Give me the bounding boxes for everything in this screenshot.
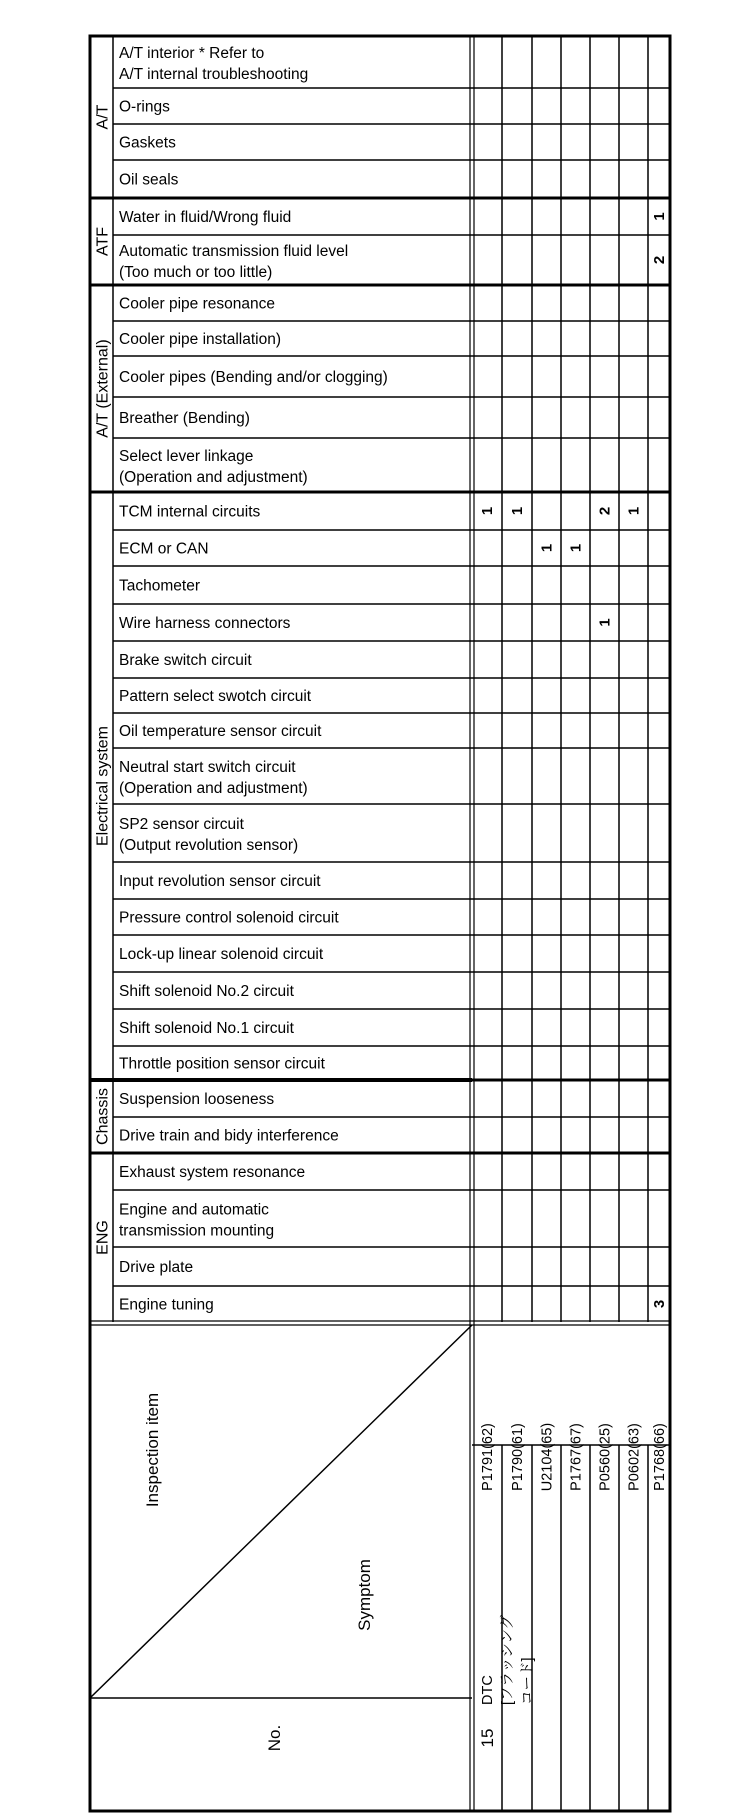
inspection-item-label: Pattern select swotch circuit — [119, 688, 312, 705]
group-label: ENG — [94, 1220, 112, 1255]
inspection-item-label: Pressure control solenoid circuit — [119, 909, 339, 927]
priority-mark: 1 — [651, 212, 668, 221]
priority-mark: 3 — [651, 1299, 668, 1309]
inspection-item-label: Cooler pipe installation) — [119, 331, 281, 348]
priority-mark: 2 — [651, 255, 668, 265]
dtc-code: P1768(66) — [652, 1423, 668, 1491]
inspection-item-label: (Output revolution sensor) — [119, 837, 299, 854]
inspection-item-label: O-rings — [119, 98, 170, 116]
priority-mark: 1 — [509, 506, 526, 516]
dtc-code: U2104(65) — [539, 1422, 556, 1492]
dtc-code: P0602(63) — [626, 1423, 643, 1491]
dtc-label-line-3: コード] — [520, 1657, 536, 1705]
inspection-item-header: Inspection item — [143, 1392, 162, 1508]
dtc-code: P1790(61) — [510, 1423, 526, 1491]
inspection-item-label: A/T interior * Refer to — [119, 45, 265, 62]
inspection-item-label: ECM or CAN — [119, 540, 209, 558]
inspection-item-label: A/T internal troubleshooting — [119, 66, 309, 83]
inspection-item-label: Breather (Bending) — [119, 410, 250, 427]
inspection-item-label: Water in fluid/Wrong fluid — [119, 209, 292, 226]
number-header: No. — [265, 1724, 284, 1752]
inspection-item-label: Cooler pipes (Bending and/or clogging) — [119, 369, 388, 386]
inspection-item-label: Suspension looseness — [119, 1091, 275, 1108]
inspection-item-label: transmission mounting — [119, 1222, 275, 1240]
inspection-item-label: Shift solenoid No.1 circuit — [119, 1020, 294, 1037]
group-label: ATF — [94, 226, 112, 257]
inspection-item-label: Shift solenoid No.2 circuit — [119, 983, 294, 1000]
dtc-label-line-2: [フラッシング — [500, 1614, 516, 1705]
inspection-item-label: Gaskets — [119, 134, 176, 152]
group-label: A/T — [94, 104, 112, 130]
inspection-item-label: Lock-up linear solenoid circuit — [119, 946, 324, 963]
priority-mark: 2 — [596, 506, 614, 516]
inspection-item-label: SP2 sensor circuit — [119, 816, 244, 833]
symptom-header: Symptom — [355, 1559, 374, 1631]
inspection-item-label: Input revolution sensor circuit — [119, 873, 321, 890]
inspection-item-label: Engine and automatic — [119, 1201, 269, 1219]
dtc-code: P0560(25) — [597, 1423, 614, 1491]
priority-mark: 1 — [596, 618, 614, 627]
inspection-item-label: Drive train and bidy interference — [119, 1127, 339, 1145]
inspection-item-label: Select lever linkage — [119, 448, 254, 465]
inspection-item-label: Throttle position sensor circuit — [119, 1055, 325, 1073]
inspection-item-label: Engine tuning — [119, 1296, 214, 1314]
priority-mark: 1 — [538, 543, 556, 553]
priority-mark: 1 — [567, 543, 585, 553]
inspection-item-label: Oil temperature sensor circuit — [119, 723, 322, 740]
row-number-value: 15 — [478, 1728, 497, 1748]
priority-mark: 1 — [479, 506, 496, 516]
inspection-item-label: (Too much or too little) — [119, 264, 273, 281]
group-label: Chassis — [94, 1088, 112, 1145]
group-label: Electrical system — [94, 725, 112, 847]
inspection-item-label: Wire harness connectors — [119, 615, 291, 632]
dtc-code: P1791(62) — [480, 1423, 496, 1491]
header-diagonal — [90, 1325, 472, 1698]
dtc-code: P1767(67) — [568, 1423, 585, 1491]
group-label: A/T (External) — [94, 339, 112, 438]
priority-mark: 1 — [625, 506, 643, 516]
inspection-item-label: (Operation and adjustment) — [119, 780, 308, 797]
inspection-item-label: Neutral start switch circuit — [119, 759, 296, 776]
inspection-item-label: Automatic transmission fluid level — [119, 243, 349, 260]
inspection-item-label: (Operation and adjustment) — [119, 469, 308, 486]
inspection-item-label: Tachometer — [119, 577, 200, 595]
dtc-label-line-1: DTC — [480, 1675, 496, 1705]
inspection-item-label: Drive plate — [119, 1259, 194, 1276]
inspection-item-label: Cooler pipe resonance — [119, 295, 275, 313]
inspection-item-label: Exhaust system resonance — [119, 1164, 306, 1181]
inspection-item-label: Brake switch circuit — [119, 652, 252, 669]
inspection-item-label: TCM internal circuits — [119, 503, 261, 521]
inspection-item-label: Oil seals — [119, 171, 179, 189]
